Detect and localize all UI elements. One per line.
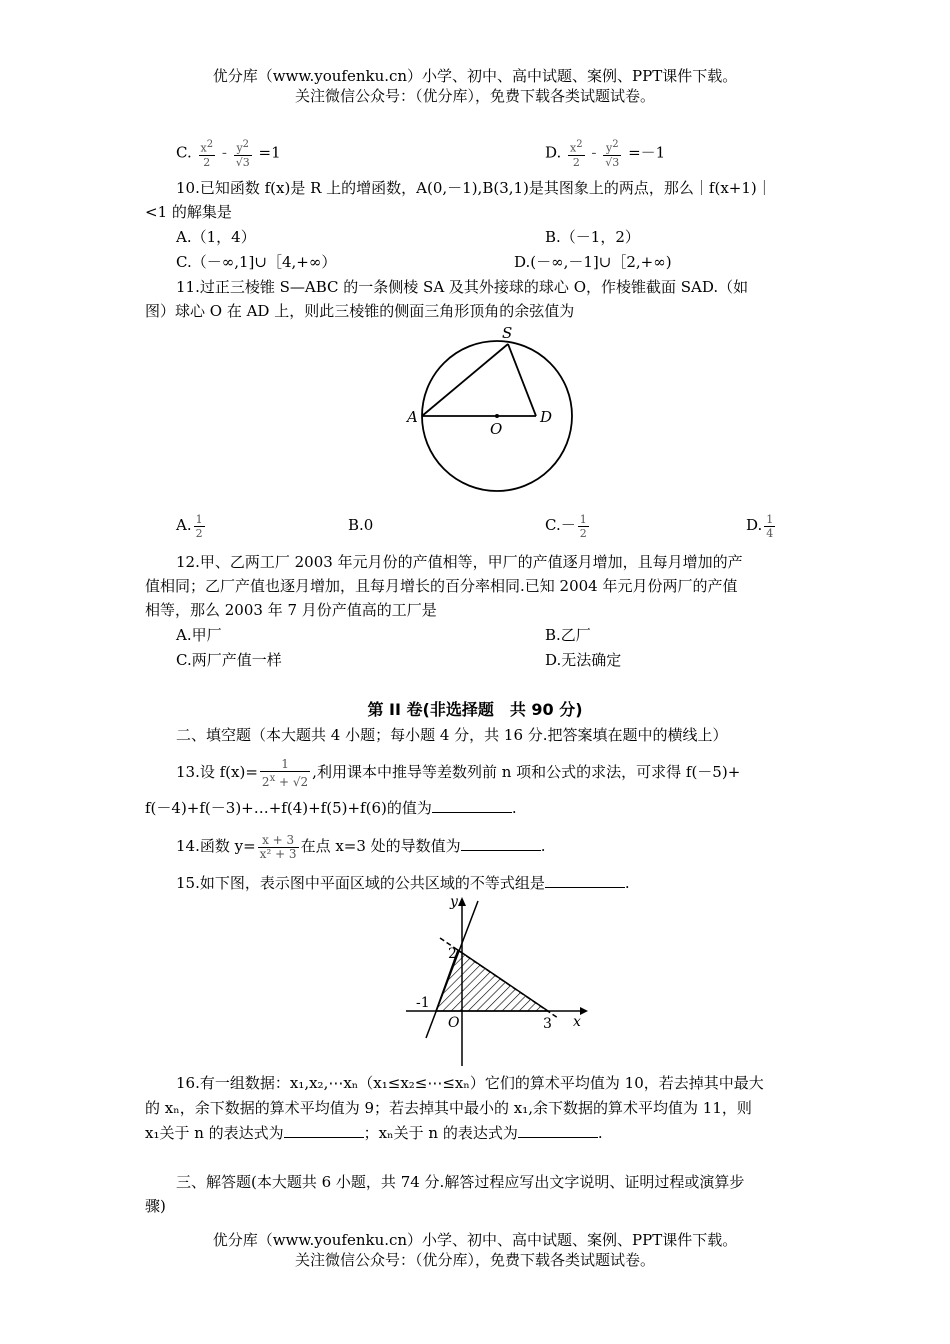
q12-option-a: A.甲厂: [176, 626, 222, 644]
label-origin: O: [448, 1015, 460, 1031]
section-3-line-1: 三、解答题(本大题共 6 小题，共 74 分.解答过程应写出文字说明、证明过程或演算步: [176, 1173, 745, 1191]
label-a: A: [407, 408, 418, 426]
q12-option-c: C.两厂产值一样: [176, 651, 282, 669]
label-s: S: [502, 324, 513, 342]
q12-stem-line-2: 值相同；乙厂产值也逐月增加，且每月增长的百分率相同.已知 2004 年元月份两厂的产值: [145, 577, 738, 595]
q9-option-c: C. $\frac{x^2}{2}$ - $\frac{y^2}{√3}$ =1: [176, 139, 281, 169]
q16-answer-blank-2: [518, 1123, 598, 1138]
q11-stem-line-1: 11.过正三棱锥 S—ABC 的一条侧棱 SA 及其外接球的球心 O，作棱锥截面 SAD.（如: [176, 278, 749, 296]
y-axis-arrow-icon: [458, 897, 466, 906]
footer-line-2: 关注微信公众号：（优分库），免费下载各类试题试卷。: [294, 1251, 655, 1269]
q16-line-1: 16.有一组数据：x₁,x₂,⋯xₙ（x₁≤x₂≤⋯≤xₙ）它们的算术平均值为 10，若去掉其中最大: [176, 1074, 764, 1092]
q13-denominator: $2^x + √2$: [261, 772, 309, 789]
q12-stem-line-1: 12.甲、乙两工厂 2003 年元月份的产值相等，甲厂的产值逐月增加，且每月增加的产: [176, 553, 743, 571]
q12-option-b: B.乙厂: [545, 626, 591, 644]
section-2-title: 第 II 卷(非选择题 共 90 分): [367, 700, 583, 719]
q11-option-b: B.0: [348, 516, 374, 534]
q9-d-frac2: $\frac{y^2}{√3}$: [605, 139, 620, 169]
q13-line-1: 13.设 f(x)= $\frac{1}{2^x + √2}$ ,利用课本中推导等差数列前 n 项和公式的求法，可求得 f(－5)+: [176, 756, 741, 789]
x-axis-arrow-icon: [580, 1007, 588, 1015]
q10-stem-line-2: <1 的解集是: [145, 203, 232, 221]
q11-option-c: C.－ $\frac{1}{2}$: [545, 512, 587, 540]
label-3: 3: [543, 1016, 552, 1032]
q16-answer-blank-1: [284, 1123, 364, 1138]
q12-option-d: D.无法确定: [545, 651, 622, 669]
label-d: D: [540, 408, 553, 426]
q13-line-2: f(－4)+f(－3)+…+f(4)+f(5)+f(6)的值为 .: [145, 799, 517, 817]
footer-line-1: 优分库（www.youfenku.cn）小学、初中、高中试题、案例、PPT课件下载。: [212, 1231, 738, 1249]
q12-stem-line-3: 相等，那么 2003 年 7 月份产值高的工厂是: [145, 601, 437, 619]
q16-line-2: 的 xₙ，余下数据的算术平均值为 9；若去掉其中最小的 x₁,余下数据的算术平均值为 11，则: [145, 1099, 752, 1117]
q9-d-frac1: $\frac{x^2}{2}$: [570, 139, 583, 169]
header-line-1: 优分库（www.youfenku.cn）小学、初中、高中试题、案例、PPT课件下载。: [212, 67, 738, 85]
q15-answer-blank: [545, 873, 625, 888]
q10-option-b: B.（－1，2）: [545, 228, 640, 246]
q10-option-c: C.（－∞,1]∪［4,+∞）: [176, 253, 337, 271]
q10-option-d: D.(－∞,－1]∪［2,+∞): [514, 253, 672, 271]
segment-sd: [508, 344, 536, 416]
center-point: [495, 414, 499, 418]
section-3-line-2: 骤): [145, 1197, 166, 1215]
q10-stem-line-1: 10.已知函数 f(x)是 R 上的增函数，A(0,－1),B(3,1)是其图象上的两点，那么｜f(x+1)｜: [176, 179, 772, 197]
segment-as: [422, 344, 508, 416]
label-y: y: [450, 894, 458, 910]
q11-stem-line-2: 图）球心 O 在 AD 上，则此三棱锥的侧面三角形顶角的余弦值为: [145, 302, 575, 320]
label-o: O: [490, 420, 503, 438]
q11-sphere-figure: [400, 322, 590, 502]
label-neg-1: -1: [416, 995, 430, 1011]
q14-answer-blank: [461, 836, 541, 851]
q9-c-frac2: $\frac{y^2}{√3}$: [235, 139, 250, 169]
label-x: x: [573, 1014, 581, 1030]
q9-c-frac1: $\frac{x^2}{2}$: [200, 139, 214, 169]
section-2-intro: 二、填空题（本大题共 4 小题；每小题 4 分，共 16 分.把答案填在题中的横线上）: [176, 726, 728, 744]
q11-option-a: A. $\frac{1}{2}$: [176, 512, 203, 540]
q13-answer-blank: [432, 798, 512, 813]
q16-line-3: x₁关于 n 的表达式为 ；xₙ关于 n 的表达式为 .: [145, 1124, 603, 1142]
q15-stem: 15.如下图，表示图中平面区域的公共区域的不等式组是 .: [176, 874, 630, 892]
q11-option-d: D. $\frac{1}{4}$: [746, 512, 774, 540]
q10-option-a: A.（1，4）: [176, 228, 256, 246]
header-line-2: 关注微信公众号：（优分库），免费下载各类试题试卷。: [294, 87, 655, 105]
label-2: 2: [448, 946, 457, 962]
q15-region-figure: [400, 892, 590, 1068]
q9-option-d: D. $\frac{x^2}{2}$ - $\frac{y^2}{√3}$ =－1: [545, 139, 666, 169]
q14-line: 14.函数 y= $\frac{x + 3}{\text{x² + 3}}$ 在点 x=3 处的导数值为 .: [176, 832, 546, 861]
